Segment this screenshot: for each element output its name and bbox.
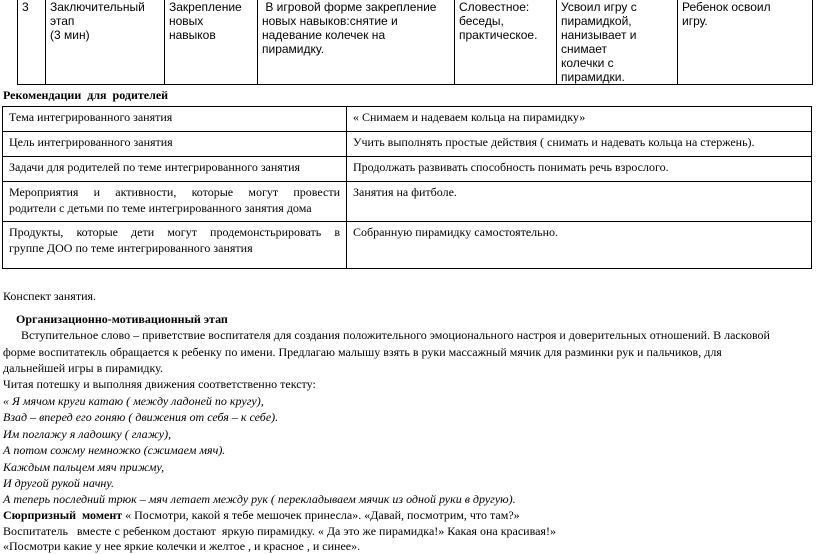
- rec-value-cell: [347, 107, 812, 132]
- rec-label-cell: [3, 107, 347, 132]
- teacher-action-line: Воспитатель вместе с ребенком достают яркую пирамидку. « Да это же пирамидка!» Какая она красивая!»: [3, 524, 556, 538]
- intro-paragraph-line: Читая потешку и выполняя движения соответственно тексту:: [3, 377, 316, 391]
- task-line: Закрепление: [169, 0, 242, 14]
- rec-label-line: Мероприятия и активности, которые могут провести: [9, 185, 340, 199]
- rec-label-line: родители с детьми по теме интегрированного занятия дома: [9, 200, 312, 215]
- rec-label-line: Продукты, которые дети могут продемонстьрировать в: [9, 225, 340, 239]
- table-row: [3, 107, 812, 132]
- content-line: В игровой форме закрепление: [262, 0, 437, 14]
- recommendations-heading: Рекомендации для родителей: [3, 88, 169, 102]
- surprise-moment-line: [3, 508, 520, 523]
- content-line: надевание колечек на: [262, 28, 386, 42]
- surprise-moment-label: Сюрпризный момент: [3, 508, 123, 522]
- lesson-stage-table: [17, 0, 813, 85]
- result-line: пирамидкой,: [561, 14, 632, 28]
- rec-value: Продолжать развивать способность понимать речь взрослого.: [353, 160, 669, 174]
- poem-line: Им поглажу я ладошку ( глажу),: [3, 427, 172, 441]
- poem-line: И другой рукой начну.: [3, 476, 114, 490]
- method-line: практическое.: [459, 28, 538, 42]
- stage-name-line: этап: [50, 14, 75, 28]
- surprise-moment-text: « Посмотри, какой я тебе мешочек принесла». «Давай, посмотрим, что там?»: [122, 508, 520, 522]
- stage-task-cell: [165, 0, 258, 85]
- result-line: нанизывает и снимает: [561, 28, 637, 56]
- rec-value: « Снимаем и надеваем кольца на пирамидку»: [353, 110, 586, 124]
- intro-paragraph-line: дальнейшей игры в пирамидку.: [3, 361, 163, 375]
- stage-method-cell: [455, 0, 557, 85]
- child-line: Ребенок освоил: [682, 0, 771, 14]
- rec-value-cell: [347, 132, 812, 157]
- poem-line: Каждым пальцем мяч прижму,: [3, 460, 165, 474]
- rec-label-cell: [3, 157, 347, 182]
- dialogue-line: «Посмотри какие у нее яркие колечки и желтое , и красное , и синее».: [3, 539, 361, 553]
- stage-child-cell: [678, 0, 813, 85]
- org-stage-heading: Организационно-мотивационный этап: [16, 312, 228, 326]
- intro-paragraph-line: форме воспитатекль обращается к ребенку по имени. Предлагаю малышу взять в руки массажный мячик для разминки рук и пальчиков, для: [3, 345, 722, 359]
- stage-name-cell: [46, 0, 165, 85]
- rec-value: Занятия на фитболе.: [353, 185, 457, 199]
- rec-label-cell: [3, 182, 347, 222]
- rec-label: Задачи для родителей по теме интегрированного занятия: [9, 160, 301, 174]
- rec-label-line: группе ДОО по теме интегрированного занятия: [9, 240, 253, 255]
- stage-content-cell: [258, 0, 455, 85]
- table-row: [3, 222, 812, 269]
- method-line: Словестное:: [459, 0, 530, 14]
- stage-name-line: Заключительный: [50, 0, 145, 14]
- poem-line: Взад – вперед его гоняю ( движения от себя – к себе).: [3, 410, 279, 424]
- rec-value-cell: [347, 222, 812, 269]
- child-line: игру.: [682, 14, 708, 28]
- stage-time: (3 мин): [50, 28, 90, 42]
- lesson-summary-title: Конспект занятия.: [3, 289, 97, 303]
- rec-label-cell: [3, 222, 347, 269]
- content-line: пирамидку.: [262, 42, 325, 56]
- rec-label-cell: [3, 132, 347, 157]
- table-row: [3, 157, 812, 182]
- stage-result-cell: [557, 0, 678, 85]
- rec-value-cell: [347, 157, 812, 182]
- table-row: [3, 132, 812, 157]
- rec-label: Цель интегрированного занятия: [9, 135, 173, 149]
- poem-line: А теперь последний трюк – мяч летает между рук ( перекладываем мячик из одной руки в другую).: [3, 492, 516, 506]
- rec-value-cell: [347, 182, 812, 222]
- intro-paragraph-line: Вступительное слово – приветствие воспитателя для создания положительного эмоционального настроя и доверительных отношений. В ласковой: [3, 328, 770, 342]
- method-line: беседы,: [459, 14, 504, 28]
- rec-value: Учить выполнять простые действия ( снимать и надевать кольца на стержень).: [353, 135, 755, 149]
- stage-number: 3: [22, 0, 29, 14]
- stage-number-cell: [18, 0, 46, 85]
- poem-line: « Я мячом круги катаю ( между ладоней по кругу),: [3, 394, 264, 408]
- recommendations-table: [2, 106, 812, 269]
- rec-label: Тема интегрированного занятия: [9, 110, 173, 124]
- table-row: [18, 0, 813, 85]
- table-row: [3, 182, 812, 222]
- result-line: Усвоил игру с: [561, 0, 637, 14]
- task-line: новых навыков: [169, 14, 216, 42]
- result-line: колечки с пирамидки.: [561, 56, 625, 84]
- rec-value: Собранную пирамидку самостоятельно.: [353, 225, 559, 239]
- poem-line: А потом сожму немножко (сжимаем мяч).: [3, 443, 226, 457]
- content-line: новых навыков:снятие и: [262, 14, 398, 28]
